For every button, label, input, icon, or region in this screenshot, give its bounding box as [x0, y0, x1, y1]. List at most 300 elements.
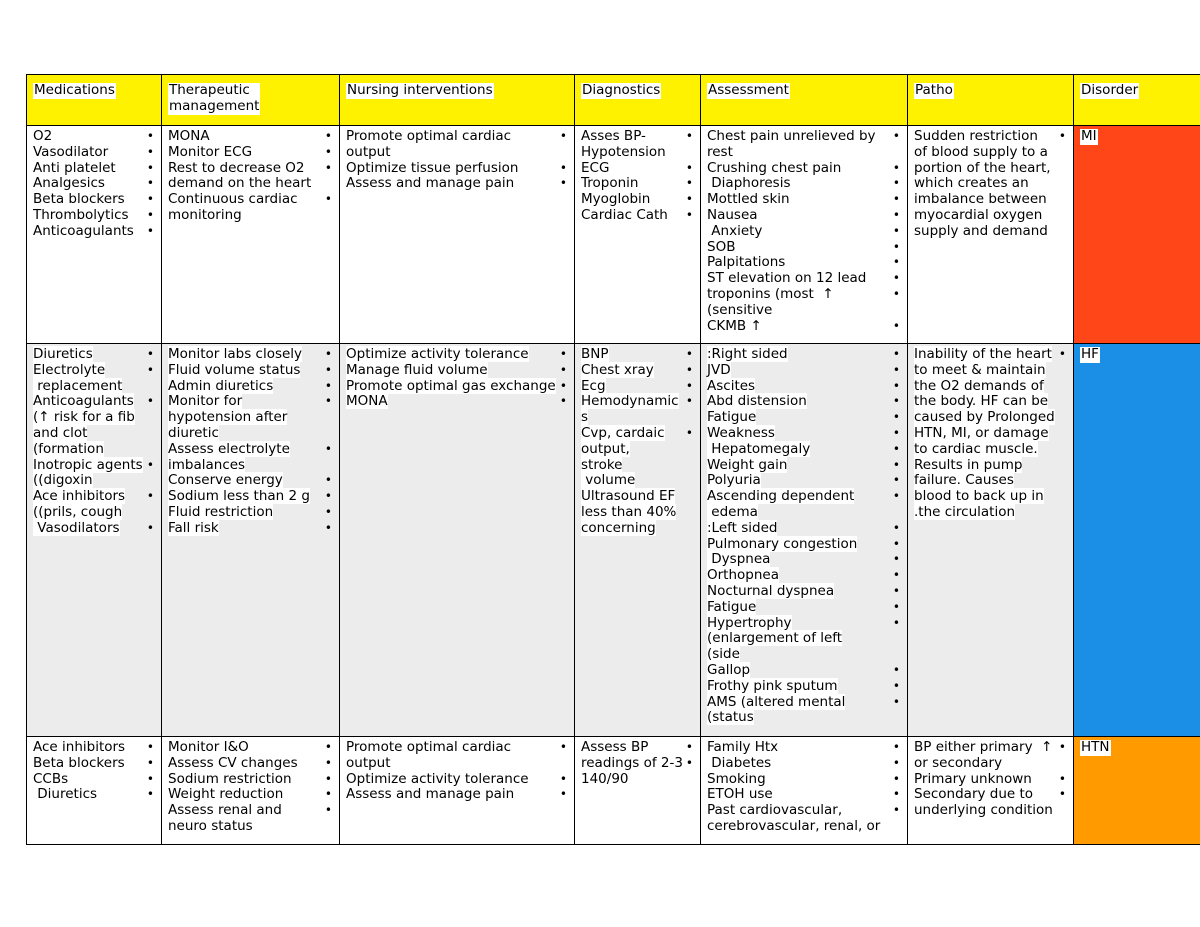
bullet-icon: •: [146, 520, 154, 535]
cell-line: [707, 631, 902, 647]
cell-line: [707, 255, 902, 271]
medications-cell: [27, 126, 162, 344]
cell-line: [707, 819, 902, 835]
table-row: [27, 344, 1200, 737]
cell-text: Hemodynamic: [581, 393, 679, 410]
cell-line: [168, 192, 334, 208]
cell-text: AMS (altered mental: [707, 693, 846, 710]
cell-line: [33, 347, 156, 363]
cell-text: Optimize tissue perfusion: [346, 159, 519, 176]
cell-text: Diabetes: [707, 754, 772, 771]
cell-line: [581, 489, 695, 505]
cell-text: Beta blockers: [33, 754, 125, 771]
cell-line: [346, 347, 569, 363]
patho-cell: [908, 126, 1074, 344]
cell-line: [33, 363, 156, 379]
cell-text: Asses BP-: [581, 128, 646, 144]
cell-line: [33, 489, 156, 505]
bullet-icon: •: [685, 394, 693, 409]
cell-line: [168, 803, 334, 819]
cell-text: Frothy pink sputum: [707, 677, 838, 694]
care-plan-table: [26, 74, 1200, 845]
cell-text: Hypotension: [581, 143, 666, 160]
cell-line: [581, 426, 695, 442]
cell-text: neuro status: [168, 817, 253, 834]
cell-line: [914, 208, 1068, 224]
cell-text: Abd distension: [707, 393, 807, 410]
cell-text: Polyuria: [707, 472, 761, 489]
cell-text: Diuretics: [33, 786, 98, 803]
cell-text: Assess BP: [581, 739, 649, 755]
cell-text: (↑ risk for a fib: [33, 409, 135, 426]
cell-line: [914, 394, 1068, 410]
cell-text: Monitor for: [168, 393, 243, 410]
cell-text: Ecg: [581, 377, 606, 394]
header-label: Nursing interventions: [347, 82, 493, 98]
cell-text: JVD: [707, 361, 731, 378]
cell-text: HTN, MI, or damage: [914, 424, 1049, 441]
cell-line: [707, 426, 902, 442]
cell-text: Monitor labs closely: [168, 346, 303, 362]
bullet-icon: •: [324, 489, 332, 504]
cell-line: [168, 410, 334, 426]
cell-line: [707, 176, 902, 192]
cell-line: [707, 394, 902, 410]
cell-text: Promote optimal cardiac: [346, 739, 512, 755]
bullet-icon: •: [892, 255, 900, 270]
cell-text: Chest pain unrelieved by: [707, 128, 876, 144]
bullet-icon: •: [892, 271, 900, 286]
cell-line: [581, 458, 695, 474]
cell-text: less than 40%: [581, 503, 677, 520]
cell-text: Crushing chest pain: [707, 159, 842, 176]
cell-text: which creates an: [914, 175, 1029, 192]
cell-text: Inotropic agents: [33, 456, 143, 473]
cell-text: Fluid restriction: [168, 503, 274, 520]
bullet-icon: •: [324, 129, 332, 143]
cell-line: [707, 161, 902, 177]
assessment-cell: [701, 344, 908, 737]
cell-line: [346, 145, 569, 161]
cell-line: [168, 473, 334, 489]
bullet-icon: •: [324, 347, 332, 361]
cell-text: Cvp, cardaic: [581, 424, 665, 441]
bullet-icon: •: [892, 583, 900, 598]
cell-text: Analgesics: [33, 175, 105, 192]
cell-text: Assess CV changes: [168, 754, 298, 771]
bullet-icon: •: [892, 362, 900, 377]
cell-line: [581, 129, 695, 145]
medications-cell: [27, 737, 162, 845]
cell-text: Results in pump: [914, 456, 1023, 473]
cell-line: [346, 363, 569, 379]
cell-text: Optimize activity tolerance: [346, 346, 529, 362]
cell-line: [33, 787, 156, 803]
cell-line: [581, 347, 695, 363]
cell-text: Vasodilators: [33, 519, 120, 536]
cell-line: [914, 772, 1068, 788]
bullet-icon: •: [324, 144, 332, 159]
bullet-icon: •: [559, 176, 567, 191]
cell-line: [707, 695, 902, 711]
cell-line: [707, 552, 902, 568]
bullet-icon: •: [892, 520, 900, 535]
bullet-icon: •: [146, 129, 154, 143]
bullet-icon: •: [685, 425, 693, 440]
cell-text: Nausea: [707, 206, 758, 223]
bullet-icon: •: [146, 223, 154, 238]
cell-text: Anticoagulants: [33, 393, 134, 410]
cell-line: [581, 521, 695, 537]
header-label: Assessment: [708, 82, 789, 98]
cell-line: [168, 740, 334, 756]
cell-text: of blood supply to a: [914, 143, 1048, 160]
bullet-icon: •: [685, 362, 693, 377]
cell-text: the body. HF can be: [914, 393, 1049, 410]
cell-text: BNP: [581, 346, 609, 362]
bullet-icon: •: [1058, 771, 1066, 786]
cell-text: (side: [707, 646, 740, 663]
cell-text: ST elevation on 12 lead: [707, 270, 867, 287]
bullet-icon: •: [892, 160, 900, 175]
cell-line: [707, 710, 902, 726]
nursing-cell: [340, 126, 575, 344]
cell-text: caused by Prolonged: [914, 409, 1055, 426]
cell-line: [168, 521, 334, 537]
cell-line: [914, 803, 1068, 819]
bullet-icon: •: [559, 362, 567, 377]
cell-line: [33, 161, 156, 177]
bullet-icon: •: [324, 504, 332, 519]
cell-text: replacement: [33, 377, 123, 394]
bullet-icon: •: [324, 394, 332, 409]
cell-line: [707, 363, 902, 379]
cell-line: [581, 756, 695, 772]
medications-cell: [27, 344, 162, 737]
cell-text: and clot: [33, 424, 88, 441]
cell-line: [581, 208, 695, 224]
bullet-icon: •: [892, 694, 900, 709]
cell-text: volume: [581, 472, 636, 489]
cell-text: Vasodilator: [33, 143, 109, 160]
bullet-icon: •: [685, 192, 693, 207]
cell-line: [33, 129, 156, 145]
cell-line: [346, 161, 569, 177]
cell-text: underlying condition: [914, 802, 1053, 819]
cell-line: [914, 161, 1068, 177]
therapeutic-cell: [162, 126, 340, 344]
cell-line: [707, 224, 902, 240]
assessment-cell: [701, 737, 908, 845]
assessment-cell: [701, 126, 908, 344]
cell-text: Diaphoresis: [707, 175, 791, 192]
bullet-icon: •: [892, 239, 900, 254]
cell-text: Admin diuretics: [168, 377, 274, 394]
bullet-icon: •: [559, 771, 567, 786]
cell-line: [581, 192, 695, 208]
bullet-icon: •: [1058, 787, 1066, 802]
cell-line: [707, 129, 902, 145]
cell-text: Weight gain: [707, 456, 788, 473]
cell-line: [707, 647, 902, 663]
cell-text: .the circulation: [914, 503, 1016, 520]
cell-text: Assess electrolyte: [168, 440, 290, 457]
cell-line: [33, 208, 156, 224]
disorder-label: HF: [1081, 346, 1099, 362]
bullet-icon: •: [146, 394, 154, 409]
cell-line: [707, 537, 902, 553]
cell-text: to cardiac muscle.: [914, 440, 1038, 457]
cell-text: concerning: [581, 519, 656, 536]
cell-text: Hypertrophy: [707, 614, 792, 631]
bullet-icon: •: [146, 771, 154, 786]
cell-line: [914, 363, 1068, 379]
header-assessment: [701, 75, 908, 126]
cell-text: Fluid volume status: [168, 361, 301, 378]
therapeutic-cell: [162, 344, 340, 737]
cell-line: [707, 584, 902, 600]
bullet-icon: •: [892, 286, 900, 301]
bullet-icon: •: [324, 362, 332, 377]
bullet-icon: •: [324, 787, 332, 802]
bullet-icon: •: [685, 755, 693, 770]
bullet-icon: •: [685, 378, 693, 393]
cell-line: [33, 772, 156, 788]
cell-text: readings of 2-3: [581, 754, 683, 771]
nursing-cell: [340, 344, 575, 737]
cell-line: [33, 379, 156, 395]
bullet-icon: •: [324, 378, 332, 393]
bullet-icon: •: [892, 192, 900, 207]
cell-text: Fatigue: [707, 598, 757, 615]
cell-line: [581, 772, 695, 788]
cell-text: CCBs: [33, 770, 69, 787]
cell-line: [581, 176, 695, 192]
bullet-icon: •: [685, 347, 693, 361]
cell-line: [707, 616, 902, 632]
table-row: [27, 126, 1200, 344]
cell-line: [914, 740, 1068, 756]
cell-line: [707, 803, 902, 819]
cell-line: [581, 473, 695, 489]
bullet-icon: •: [146, 207, 154, 222]
cell-text: Smoking: [707, 770, 766, 787]
cell-line: [707, 319, 902, 335]
bullet-icon: •: [146, 457, 154, 472]
header-row: [27, 75, 1200, 126]
cell-line: [707, 473, 902, 489]
cell-text: Nocturnal dyspnea: [707, 582, 835, 599]
bullet-icon: •: [892, 755, 900, 770]
cell-text: Ace inhibitors: [33, 488, 126, 505]
disorder-label: HTN: [1081, 739, 1110, 755]
cell-text: Monitor I&O: [168, 739, 249, 755]
bullet-icon: •: [685, 207, 693, 222]
bullet-icon: •: [559, 394, 567, 409]
cell-text: output: [346, 143, 391, 160]
cell-text: troponins (most ↑: [707, 285, 834, 302]
bullet-icon: •: [892, 740, 900, 754]
cell-text: Inability of the heart: [914, 346, 1052, 362]
cell-line: [707, 271, 902, 287]
cell-line: [168, 505, 334, 521]
cell-line: [707, 410, 902, 426]
cell-text: Weakness: [707, 424, 775, 441]
bullet-icon: •: [892, 378, 900, 393]
cell-line: [707, 568, 902, 584]
cell-line: [707, 379, 902, 395]
cell-line: [33, 224, 156, 240]
cell-line: [914, 347, 1068, 363]
cell-line: [707, 303, 902, 319]
cell-line: [914, 129, 1068, 145]
cell-text: imbalance between: [914, 191, 1047, 208]
cell-line: [707, 208, 902, 224]
cell-text: Fall risk: [168, 519, 219, 536]
bullet-icon: •: [324, 192, 332, 207]
cell-text: rest: [707, 143, 733, 160]
cell-text: Primary unknown: [914, 770, 1032, 787]
cell-text: Monitor ECG: [168, 143, 253, 160]
cell-text: or secondary: [914, 754, 1003, 771]
cell-text: ETOH use: [707, 786, 773, 803]
cell-line: [168, 363, 334, 379]
bullet-icon: •: [146, 160, 154, 175]
cell-line: [168, 145, 334, 161]
cell-text: to meet & maintain: [914, 361, 1046, 378]
cell-text: ((prils, cough: [33, 503, 123, 520]
bullet-icon: •: [559, 129, 567, 143]
cell-text: Sudden restriction: [914, 128, 1038, 144]
cell-text: Anxiety: [707, 222, 763, 239]
nursing-cell: [340, 737, 575, 845]
cell-text: Secondary due to: [914, 786, 1034, 803]
bullet-icon: •: [892, 678, 900, 693]
bullet-icon: •: [892, 441, 900, 456]
cell-text: Mottled skin: [707, 191, 790, 208]
cell-line: [581, 145, 695, 161]
therapeutic-cell: [162, 737, 340, 845]
bullet-icon: •: [892, 568, 900, 583]
cell-line: [33, 410, 156, 426]
cell-line: [914, 145, 1068, 161]
cell-text: hypotension after: [168, 409, 288, 426]
header-label: Patho: [915, 82, 953, 98]
cell-line: [707, 600, 902, 616]
cell-text: :Right sided: [707, 346, 788, 362]
cell-line: [914, 473, 1068, 489]
bullet-icon: •: [892, 787, 900, 802]
cell-line: [168, 756, 334, 772]
bullet-icon: •: [146, 144, 154, 159]
bullet-icon: •: [324, 755, 332, 770]
cell-text: Anticoagulants: [33, 222, 134, 239]
cell-line: [33, 442, 156, 458]
cell-line: [168, 458, 334, 474]
cell-line: [168, 379, 334, 395]
bullet-icon: •: [559, 787, 567, 802]
bullet-icon: •: [892, 552, 900, 567]
cell-text: Ascending dependent: [707, 488, 855, 505]
cell-text: Past cardiovascular,: [707, 802, 843, 819]
cell-line: [33, 426, 156, 442]
cell-text: Troponin: [581, 175, 639, 192]
bullet-icon: •: [324, 771, 332, 786]
cell-text: Sodium restriction: [168, 770, 292, 787]
cell-line: [33, 473, 156, 489]
cell-text: diuretic: [168, 424, 219, 441]
cell-text: Myoglobin: [581, 191, 651, 208]
cell-text: Family Htx: [707, 739, 779, 755]
cell-text: Diuretics: [33, 346, 93, 362]
cell-text: Rest to decrease O2: [168, 159, 305, 176]
header-disorder: [1074, 75, 1200, 126]
bullet-icon: •: [324, 740, 332, 754]
bullet-icon: •: [146, 347, 154, 361]
bullet-icon: •: [146, 740, 154, 754]
bullet-icon: •: [892, 394, 900, 409]
cell-line: [168, 819, 334, 835]
cell-text: 140/90: [581, 770, 629, 787]
cell-text: Ascites: [707, 377, 756, 394]
cell-text: failure. Causes: [914, 472, 1014, 489]
cell-text: Palpitations: [707, 254, 786, 271]
bullet-icon: •: [685, 740, 693, 754]
cell-line: [33, 756, 156, 772]
bullet-icon: •: [892, 599, 900, 614]
cell-text: (status: [707, 709, 754, 726]
cell-text: demand on the heart: [168, 175, 312, 192]
cell-text: Assess renal and: [168, 802, 282, 819]
patho-cell: [908, 344, 1074, 737]
cell-text: BP either primary ↑: [914, 739, 1053, 755]
cell-text: :Left sided: [707, 519, 778, 536]
cell-text: edema: [707, 503, 758, 520]
cell-text: Anti platelet: [33, 159, 116, 176]
cell-line: [914, 426, 1068, 442]
cell-line: [707, 287, 902, 303]
bullet-icon: •: [892, 347, 900, 361]
table-row: [27, 737, 1200, 845]
cell-text: Thrombolytics: [33, 206, 129, 223]
cell-line: [707, 772, 902, 788]
cell-line: [346, 756, 569, 772]
cell-text: Sodium less than 2 g: [168, 488, 310, 505]
cell-text: Beta blockers: [33, 191, 125, 208]
cell-line: [707, 347, 902, 363]
cell-line: [707, 458, 902, 474]
cell-text: Gallop: [707, 661, 751, 678]
cell-text: Chest xray: [581, 361, 654, 378]
cell-line: [581, 379, 695, 395]
cell-text: ECG: [581, 159, 610, 176]
cell-text: Hepatomegaly: [707, 440, 811, 457]
cell-text: Dyspnea: [707, 551, 771, 568]
cell-line: [707, 145, 902, 161]
bullet-icon: •: [892, 473, 900, 488]
cell-line: [707, 505, 902, 521]
header-nursing: [340, 75, 575, 126]
cell-text: output: [346, 754, 391, 771]
cell-line: [168, 208, 334, 224]
header-diagnostics: [575, 75, 701, 126]
cell-line: [346, 176, 569, 192]
cell-line: [707, 756, 902, 772]
cell-line: [33, 394, 156, 410]
bullet-icon: •: [892, 536, 900, 551]
cell-line: [168, 347, 334, 363]
bullet-icon: •: [324, 803, 332, 818]
